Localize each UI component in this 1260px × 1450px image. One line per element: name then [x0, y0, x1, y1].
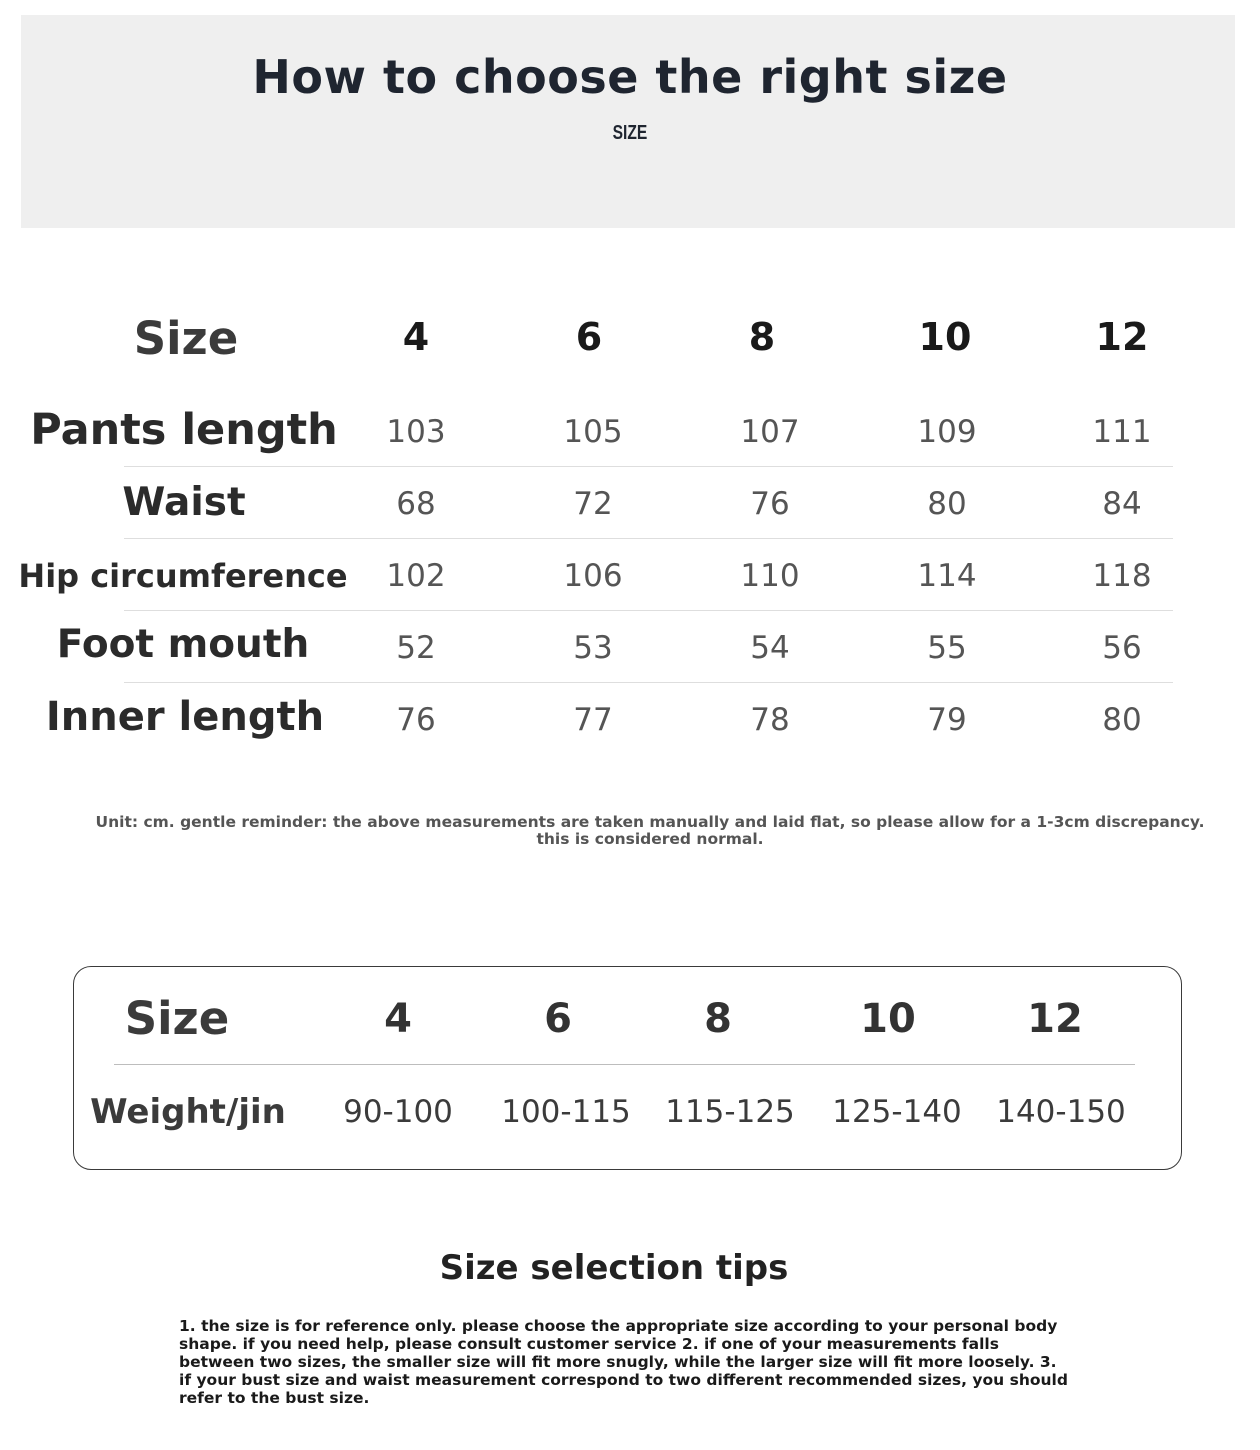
table-cell: 140-150 — [996, 1094, 1126, 1130]
table-cell: 111 — [1092, 414, 1152, 450]
weight-row-label: Weight/jin — [90, 1092, 286, 1132]
row-label-inner-length: Inner length — [45, 694, 325, 740]
size-header-8: 8 — [748, 315, 776, 359]
size-header-12: 12 — [1095, 315, 1149, 359]
table-cell: 90-100 — [343, 1094, 453, 1130]
table-cell: 55 — [927, 630, 967, 666]
row-label-hip-circumference: Hip circumference — [18, 557, 348, 595]
weight-size-header-10: 10 — [860, 996, 916, 1042]
table-cell: 68 — [396, 486, 436, 522]
weight-size-header-label: Size — [124, 992, 230, 1045]
table-cell: 80 — [1102, 702, 1142, 738]
size-header-label: Size — [133, 312, 239, 365]
table-cell: 52 — [396, 630, 436, 666]
weight-size-header-6: 6 — [544, 996, 572, 1042]
table-cell: 84 — [1102, 486, 1142, 522]
row-divider — [124, 682, 1173, 683]
table-cell: 107 — [740, 414, 800, 450]
tips-title: Size selection tips — [439, 1248, 789, 1288]
weight-table — [73, 966, 1182, 1170]
table-cell: 109 — [917, 414, 977, 450]
table-cell: 76 — [396, 702, 436, 738]
table-cell: 115-125 — [665, 1094, 795, 1130]
table-cell: 80 — [927, 486, 967, 522]
row-label-foot-mouth: Foot mouth — [56, 622, 310, 667]
table-cell: 53 — [573, 630, 613, 666]
row-label-pants-length: Pants length — [30, 405, 338, 455]
table-cell: 79 — [927, 702, 967, 738]
weight-size-header-12: 12 — [1027, 996, 1083, 1042]
table-cell: 106 — [563, 558, 623, 594]
table-cell: 76 — [750, 486, 790, 522]
row-divider — [124, 610, 1173, 611]
weight-divider — [114, 1064, 1135, 1065]
table-cell: 100-115 — [501, 1094, 631, 1130]
table-cell: 125-140 — [832, 1094, 962, 1130]
table-cell: 118 — [1092, 558, 1152, 594]
table-cell: 102 — [386, 558, 446, 594]
row-label-waist: Waist — [122, 480, 246, 525]
weight-size-header-4: 4 — [384, 996, 412, 1042]
size-header-6: 6 — [575, 315, 603, 359]
table-cell: 110 — [740, 558, 800, 594]
weight-size-header-8: 8 — [704, 996, 732, 1042]
table-cell: 114 — [917, 558, 977, 594]
size-header-4: 4 — [402, 315, 430, 359]
page-title: How to choose the right size — [252, 50, 1008, 104]
table-cell: 105 — [563, 414, 623, 450]
row-divider — [124, 538, 1173, 539]
table-cell: 56 — [1102, 630, 1142, 666]
table-cell: 54 — [750, 630, 790, 666]
table-cell: 103 — [386, 414, 446, 450]
table-cell: 77 — [573, 702, 613, 738]
measurement-note: Unit: cm. gentle reminder: the above measurements are taken manually and laid flat, so please allow for a 1-3cm discrepancy. this is considered normal. — [95, 813, 1205, 848]
size-header-10: 10 — [918, 315, 972, 359]
tips-body: 1. the size is for reference only. please choose the appropriate size according to your personal body shape. if you need help, please consult customer service 2. if one of your measurements falls between two sizes, the smaller size will fit more snugly, while the larger size will fit more loosely. 3. if your bust size and waist measurement correspond to two different recommended sizes, you should refer to the bust size. — [179, 1317, 1068, 1407]
row-divider — [124, 466, 1173, 467]
table-cell: 78 — [750, 702, 790, 738]
table-cell: 72 — [573, 486, 613, 522]
page-subtitle: SIZE — [612, 122, 648, 144]
